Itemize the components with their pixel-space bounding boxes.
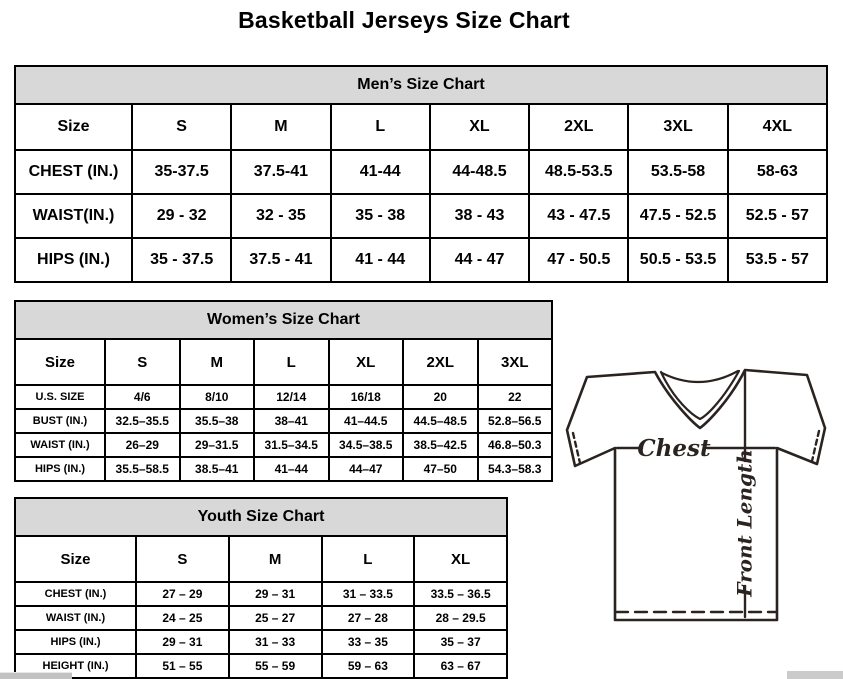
table-row xyxy=(15,582,507,606)
column-header: M xyxy=(231,104,330,150)
table-cell: 41 - 44 xyxy=(331,238,430,282)
table-cell: 44-48.5 xyxy=(430,150,529,194)
table-cell: 35 - 38 xyxy=(331,194,430,238)
mens-size-chart-table xyxy=(14,65,828,283)
table-cell: 28 – 29.5 xyxy=(414,606,507,630)
table-cell: 41–44.5 xyxy=(329,409,404,433)
column-header: 4XL xyxy=(728,104,827,150)
row-label: HIPS (IN.) xyxy=(15,457,105,481)
table-row xyxy=(15,238,827,282)
table-row xyxy=(15,385,552,409)
table-cell: 12/14 xyxy=(254,385,329,409)
table-row xyxy=(15,630,507,654)
table-row xyxy=(15,654,507,678)
front-length-label: Front Length xyxy=(732,449,757,597)
table-cell: 47 - 50.5 xyxy=(529,238,628,282)
youth-size-chart-table xyxy=(14,497,508,679)
table-cell: 47–50 xyxy=(403,457,478,481)
chart-section-title: Youth Size Chart xyxy=(15,498,507,536)
table-cell: 29 – 31 xyxy=(136,630,229,654)
table-cell: 53.5 - 57 xyxy=(728,238,827,282)
table-cell: 37.5 - 41 xyxy=(231,238,330,282)
table-cell: 44 - 47 xyxy=(430,238,529,282)
table-cell: 31 – 33 xyxy=(229,630,322,654)
column-header: 2XL xyxy=(403,339,478,385)
column-header: S xyxy=(136,536,229,582)
page-title: Basketball Jerseys Size Chart xyxy=(238,7,570,33)
column-header: Size xyxy=(15,104,132,150)
table-cell: 47.5 - 52.5 xyxy=(628,194,727,238)
row-label: WAIST (IN.) xyxy=(15,433,105,457)
table-cell: 16/18 xyxy=(329,385,404,409)
table-cell: 20 xyxy=(403,385,478,409)
column-header: XL xyxy=(414,536,507,582)
table-cell: 33 – 35 xyxy=(322,630,415,654)
horizontal-scrollbar-thumb[interactable] xyxy=(0,672,72,679)
table-cell: 35.5–38 xyxy=(180,409,255,433)
row-label: CHEST (IN.) xyxy=(15,582,136,606)
column-header: M xyxy=(180,339,255,385)
table-cell: 35 – 37 xyxy=(414,630,507,654)
table-cell: 35.5–58.5 xyxy=(105,457,180,481)
table-cell: 41–44 xyxy=(254,457,329,481)
table-cell: 38.5–42.5 xyxy=(403,433,478,457)
row-label: U.S. SIZE xyxy=(15,385,105,409)
column-header: M xyxy=(229,536,322,582)
collar-back-arc xyxy=(662,371,738,382)
column-header: S xyxy=(105,339,180,385)
table-cell: 24 – 25 xyxy=(136,606,229,630)
table-cell: 53.5-58 xyxy=(628,150,727,194)
column-header: 2XL xyxy=(529,104,628,150)
table-cell: 38–41 xyxy=(254,409,329,433)
table-cell: 51 – 55 xyxy=(136,654,229,678)
table-cell: 34.5–38.5 xyxy=(329,433,404,457)
table-cell: 4/6 xyxy=(105,385,180,409)
jersey-measurement-diagram xyxy=(558,360,834,636)
table-cell: 41-44 xyxy=(331,150,430,194)
table-cell: 29 – 31 xyxy=(229,582,322,606)
table-cell: 50.5 - 53.5 xyxy=(628,238,727,282)
table-cell: 27 – 29 xyxy=(136,582,229,606)
table-cell: 54.3–58.3 xyxy=(478,457,553,481)
table-cell: 32 - 35 xyxy=(231,194,330,238)
row-label: BUST (IN.) xyxy=(15,409,105,433)
table-cell: 44–47 xyxy=(329,457,404,481)
row-label: WAIST(IN.) xyxy=(15,194,132,238)
column-header: L xyxy=(322,536,415,582)
table-cell: 35-37.5 xyxy=(132,150,231,194)
table-cell: 58-63 xyxy=(728,150,827,194)
table-cell: 52.5 - 57 xyxy=(728,194,827,238)
column-header: Size xyxy=(15,536,136,582)
column-header: S xyxy=(132,104,231,150)
table-cell: 22 xyxy=(478,385,553,409)
column-header: L xyxy=(331,104,430,150)
table-cell: 26–29 xyxy=(105,433,180,457)
table-cell: 29–31.5 xyxy=(180,433,255,457)
row-label: HEIGHT (IN.) xyxy=(15,654,136,678)
column-header: XL xyxy=(430,104,529,150)
table-cell: 44.5–48.5 xyxy=(403,409,478,433)
table-row xyxy=(15,457,552,481)
table-cell: 32.5–35.5 xyxy=(105,409,180,433)
row-label: HIPS (IN.) xyxy=(15,630,136,654)
table-cell: 38 - 43 xyxy=(430,194,529,238)
row-label: HIPS (IN.) xyxy=(15,238,132,282)
table-cell: 37.5-41 xyxy=(231,150,330,194)
row-label: WAIST (IN.) xyxy=(15,606,136,630)
row-label: CHEST (IN.) xyxy=(15,150,132,194)
table-row xyxy=(15,409,552,433)
table-cell: 29 - 32 xyxy=(132,194,231,238)
table-row xyxy=(15,606,507,630)
table-cell: 43 - 47.5 xyxy=(529,194,628,238)
table-cell: 63 – 67 xyxy=(414,654,507,678)
table-cell: 25 – 27 xyxy=(229,606,322,630)
table-row xyxy=(15,194,827,238)
table-cell: 31.5–34.5 xyxy=(254,433,329,457)
table-cell: 46.8–50.3 xyxy=(478,433,553,457)
table-cell: 52.8–56.5 xyxy=(478,409,553,433)
scrollbar-fragment[interactable] xyxy=(787,671,843,679)
column-header: L xyxy=(254,339,329,385)
table-cell: 31 – 33.5 xyxy=(322,582,415,606)
jersey-outline xyxy=(567,370,825,620)
column-header: Size xyxy=(15,339,105,385)
table-cell: 55 – 59 xyxy=(229,654,322,678)
chest-label: Chest xyxy=(637,435,711,462)
table-cell: 38.5–41 xyxy=(180,457,255,481)
table-cell: 35 - 37.5 xyxy=(132,238,231,282)
table-cell: 59 – 63 xyxy=(322,654,415,678)
table-cell: 48.5-53.5 xyxy=(529,150,628,194)
chart-section-title: Women’s Size Chart xyxy=(15,301,552,339)
table-row xyxy=(15,433,552,457)
column-header: 3XL xyxy=(628,104,727,150)
table-cell: 8/10 xyxy=(180,385,255,409)
table-row xyxy=(15,150,827,194)
womens-size-chart-table xyxy=(14,300,553,482)
chart-section-title: Men’s Size Chart xyxy=(15,66,827,104)
column-header: XL xyxy=(329,339,404,385)
column-header: 3XL xyxy=(478,339,553,385)
table-cell: 33.5 – 36.5 xyxy=(414,582,507,606)
table-cell: 27 – 28 xyxy=(322,606,415,630)
